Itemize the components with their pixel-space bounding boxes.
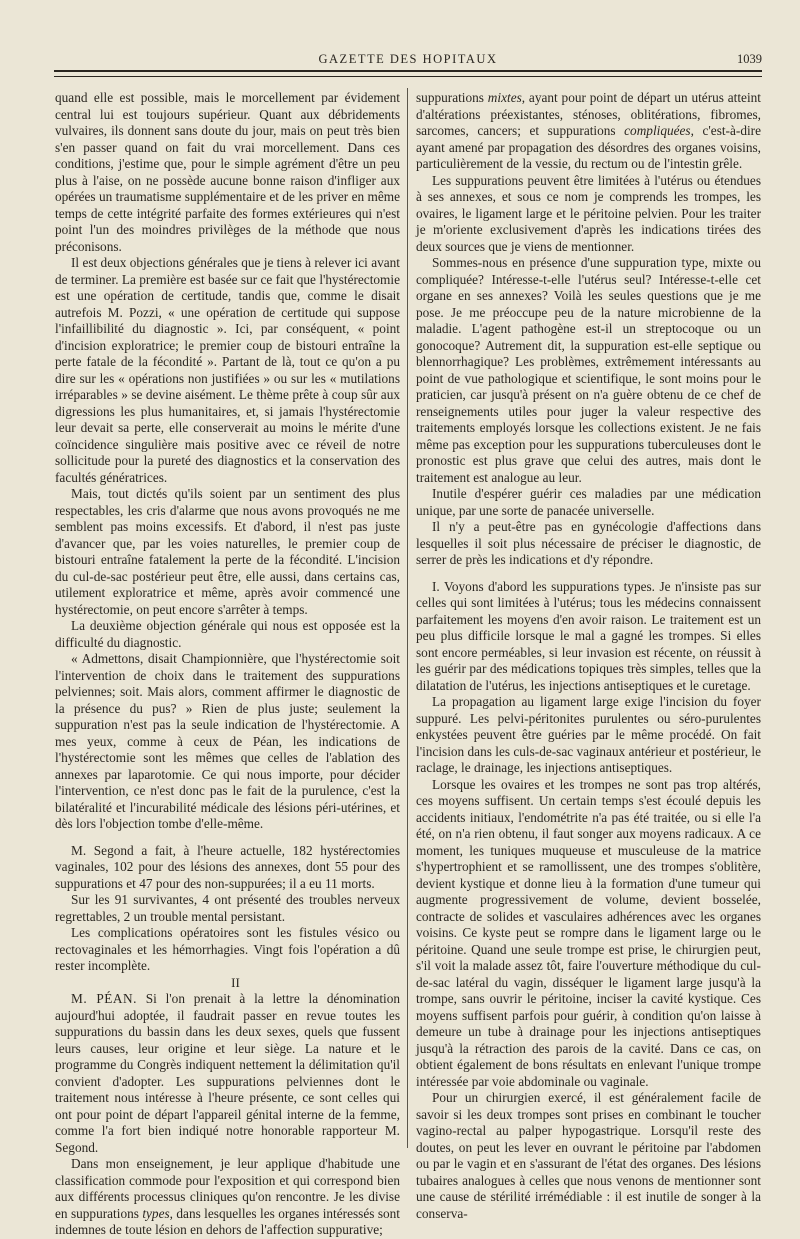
column-divider <box>407 88 408 1148</box>
paragraph: Les complications opératoires sont les fistules vésico ou rectovaginales et les hémorrhagies. Vingt fois l'opération a dû rester incomplète. <box>55 925 400 973</box>
section-number: II <box>231 974 240 990</box>
paragraph: Mais, tout dictés qu'ils soient par un sentiment des plus respectables, les cris d'alarme que nous avons provoqués ne me semblent pas moins excessifs. Et d'abord, il n'est pas juste d'avancer que, par les voies naturelles, le premier coup de bistouri entraîne fatalement la perte de la fécondité. L'incision du cul-de-sac postérieur peut être, elle aussi, dans certains cas, utilement exploratrice et même, après avoir commencé une hystérectomie, on peut encore s'arrêter à temps. <box>55 486 400 617</box>
paragraph-text: , dans lesquelles les organes intéressés sont indemnes de toute lésion en dehors de l'affection suppurative; <box>55 1205 400 1237</box>
italic-term: compliquées <box>624 123 691 138</box>
italic-term: types <box>142 1205 170 1221</box>
paragraph: I. Voyons d'abord les suppurations types. Je n'insiste pas sur celles qui sont limitées à l'utérus; tous les médecins connaissent parfaitement les moyens d'en avoir raison. Le traitement est un peu plus difficile lorsque le mal a gagné les trompes. Si elles sont encore perméables, si leur invasion est récente, on réussit à les guérir par des médications topiques très simples, telles que la dilatation de l'utérus, les injections antiseptiques et le curetage. <box>416 578 761 693</box>
paragraph: « Admettons, disait Championnière, que l'hystérectomie soit l'intervention de choix dans le traitement des suppurations pelviennes; soit. Mais alors, comment affirmer le diagnostic de la présence du pus? » Rien de plus juste; seulement la suppuration n'est pas la seule indication de l'hystérectomie. A mes yeux, comme à ceux de Péan, les indications de l'hystérectomie sont les mêmes que celles de l'ablation des annexes par laparotomie. Ce qui nous importe, pour décider l'intervention, ce n'est donc pas le fait de la purulence, c'est la bilatéralité et l'incurabilité médicale des lésions péri-utérines, et dès lors l'objection tombe d'elle-même. <box>55 651 400 831</box>
paragraph: Sommes-nous en présence d'une suppuration type, mixte ou compliquée? Intéresse-t-elle l'utérus seul? Intéresse-t-elle cet organe en ses annexes? Voilà les seules questions que je me pose. Je me préoccupe peu de la nature microbienne de la maladie. L'agent pathogène est-il un streptocoque ou un gonocoque? Autrement dit, la suppuration est-elle septique ou blennorrhagique? Les problèmes, extrêmement intéressants au point de vue pathologique et scientifique, le sont moins pour le praticien, car jusqu'à présent on n'a guère obtenu de ce chef de renseignements utiles pour juger la valeur respective des traitements employés lorsque les collections existent. Je ne fais même pas exception pour les suppurations tuberculeuses dont le pronostic est plus grave que celui des autres, mais dont le traitement est analogue au leur. <box>416 255 761 485</box>
paragraph: Les suppurations peuvent être limitées à l'utérus ou étendues à ses annexes, et sous ce nom je comprends les trompes, les ovaires, le ligament large et le péritoine pelvien. Pour les traiter je m'oriente exclusivement d'après les indications tirées des deux sources que je viens de mentionner. <box>416 172 761 254</box>
paragraph: quand elle est possible, mais le morcellement par évidement central lui est toujours supérieur. Quant aux débridements vulvaires, ils donnent sans doute du jour, mais on peut très bien s'en passer quand on fait du vrai morcellement. Dans ces conditions, j'estime que, pour le simple agrément d'être un peu plus à l'aise, on ne possède aucune bonne raison d'infliger aux opérées un traumatisme supplémentaire et de les priver en même temps de cette intégrité parfaite des formes extérieures qui n'est point l'un des moindres privilèges de la méthode que nous préconisons. <box>55 90 400 254</box>
paragraph: Inutile d'espérer guérir ces maladies par une médication unique, par une sorte de panacée universelle. <box>416 486 761 518</box>
right-column <box>416 90 761 1222</box>
paragraph-text: , ayant pour point de départ un utérus atteint d'altérations préexistantes, sténoses, oblitérations, fibromes, sarcomes, cancers; et suppurations <box>416 90 761 138</box>
header-rule-thin <box>54 76 762 77</box>
running-title: GAZETTE DES HOPITAUX <box>318 52 498 66</box>
speaker-name: M. PÉAN. <box>71 991 137 1006</box>
paragraph-text: suppurations <box>416 90 488 105</box>
paragraph: Lorsque les ovaires et les trompes ne sont pas trop altérés, ces moyens suffisent. Un certain temps s'est écoulé depuis les accidents initiaux, l'endométrite n'a pas été traitée, ou si elle l'a été, on n'a rien obtenu, il faut songer aux moyens radicaux. A ce moment, les tuniques muqueuse et musculeuse de la matrice s'hypertrophient et se ramollissent, une des trompes s'oblitère, devient kystique et donne lieu à la formation d'une tumeur qui augmente progressivement de volume, devient bosselée, contracte de solides et vasculaires adhérences avec les organes voisins. Ce kyste peut se rompre dans le ligament large ou le péritoine. Quand une seule trompe est prise, le chirurgien peut, s'il voit la malade assez tôt, faire l'ouverture méthodique du cul-de-sac latéral du vagin, disséquer le ligament large jusqu'à la trompe, sans ouvrir le péritoine, inciser la cavité kystique. Ces moyens suffisent parfois pour guérir, à condition qu'on laisse à demeure un tube à drainage pour les injections antiseptiques jusqu'à la rétraction des parois de la cavité. Dans ce cas, on obtient également de bons résultats en enlevant l'unique trompe intéressée par voie abdominale ou vaginale. <box>416 776 761 1089</box>
paragraph: M. Segond a fait, à l'heure actuelle, 182 hystérectomies vaginales, 102 pour des lésions des annexes, dont 55 pour des suppurations et 47 pour des non-suppurées; il a eu 11 morts. <box>55 842 400 891</box>
paragraph <box>55 991 400 1156</box>
page-number: 1039 <box>737 52 762 66</box>
paragraph: La propagation au ligament large exige l'incision du foyer suppuré. Les pelvi-péritonites purulentes ou séro-purulentes enkystées peuvent être guéries par le même procédé. On fait l'incision dans les culs-de-sac vaginaux antérieur et postérieur, le raclage, le drainage, les injections antiseptiques. <box>416 694 761 775</box>
paragraph <box>416 90 761 173</box>
italic-term: mixtes <box>487 90 522 105</box>
paragraph: Pour un chirurgien exercé, il est généralement facile de savoir si les deux trompes sont prises en combinant le toucher vagino-rectal au palper hypogastrique. Lorsqu'il reste des doutes, on peut les lever en ouvrant le péritoine par l'abdomen ou par le vagin et en s'assurant de l'état des organes. Des lésions tubaires analogues à celles que nous venons de mentionner sont une cause de stérilité irrémédiable : il est inutile de songer à la conserva- <box>416 1090 761 1221</box>
paragraph: Il n'y a peut-être pas en gynécologie d'affections dans lesquelles il soit plus nécessaire de préciser le diagnostic, de serrer de près les indications et d'y répondre. <box>416 519 761 567</box>
paragraph <box>55 1156 400 1239</box>
paragraph-text: Dans mon enseignement, je leur applique d'habitude une classification commode pour l'exposition et qui correspond bien aux différents processus cliniques qu'on rencontre. Je les divise en suppurations <box>55 1156 400 1221</box>
paragraph-text: , c'est-à-dire ayant amené par propagation des désordres des organes voisins, particulièrement de la vessie, du rectum ou de l'intestin grêle. <box>416 123 761 171</box>
paragraph: Sur les 91 survivantes, 4 ont présenté des troubles nerveux regrettables, 2 un trouble mental persistant. <box>55 892 400 924</box>
paragraph: La deuxième objection générale qui nous est opposée est la difficulté du diagnostic. <box>55 618 400 650</box>
left-column <box>55 90 400 1239</box>
paragraph-text: Si l'on prenait à la lettre la dénomination aujourd'hui adoptée, il faudrait passer en revue toutes les suppurations du bassin dans les deux sexes, quels que fussent leurs causes, leur origine et leur siège. La nature et le programme du Congrès indiquent nettement la délimitation qu'il convient d'adopter. Les suppurations pelviennes dont le traitement nous intéresse à l'heure présente, ce sont celles qui ont pour point de départ l'appareil génital interne de la femme, comme l'a fort bien indiqué notre honorable rapporteur M. Segond. <box>55 991 400 1155</box>
header-rule-thick <box>54 70 762 72</box>
paragraph: Il est deux objections générales que je tiens à relever ici avant de terminer. La première est basée sur ce fait que l'hystérectomie est une opération de certitude, tandis que, comme le disait autrefois M. Pozzi, « une opération de certitude qui suppose l'infaillibilité du diagnostic ». Ici, par conséquent, « point d'incision exploratrice; le premier coup de bistouri entraîne la perte fatale de la fécondité ». Partant de là, tout ce qu'on a pu dire sur les « opérations non justifiées » ou sur les « mutilations irréparables » se devine aisément. Le thème prête à coup sûr aux digressions les plus humanitaires, et, si jamais l'hystérectomie leur devait sa perte, elle conserverait au moins le mérite d'une coïncidence singulière mais positive avec ce réveil de notre sollicitude pour la pureté des diagnostics et la conservation des facultés génératrices. <box>55 255 400 485</box>
